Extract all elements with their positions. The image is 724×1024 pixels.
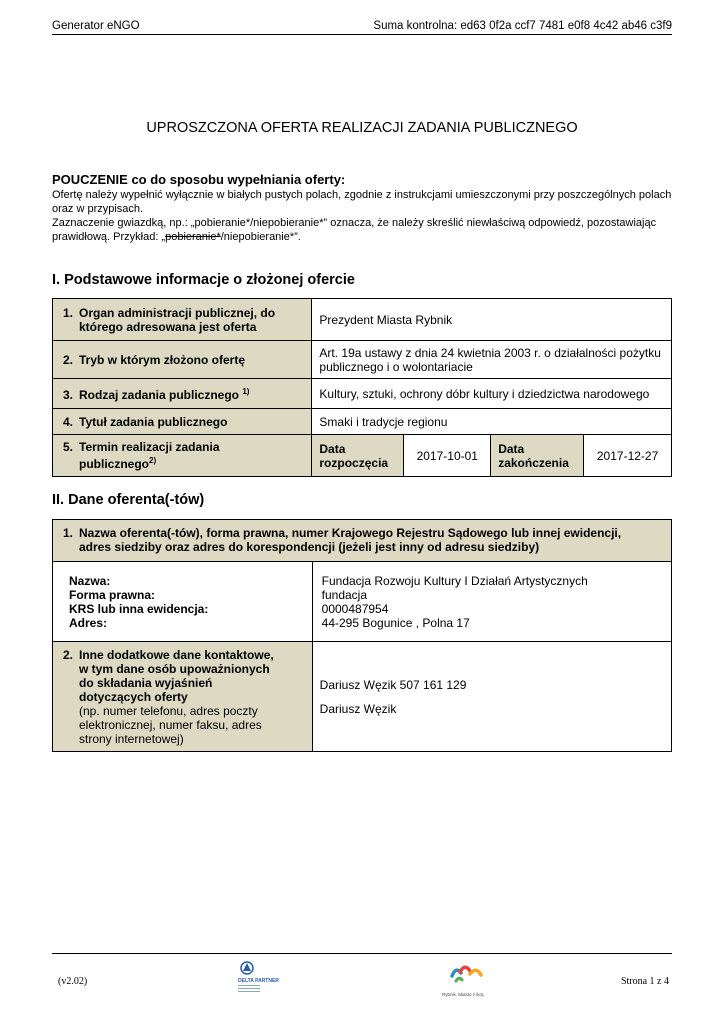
start-date-value: 2017-10-01	[404, 435, 491, 477]
row-label: 3. Rodzaj zadania publicznego $^{1)}$	[53, 379, 312, 409]
header-divider	[52, 34, 672, 35]
start-date-label: Data rozpoczęcia	[312, 435, 404, 477]
section-2-title: II. Dane oferenta(-tów)	[52, 492, 205, 508]
svg-text:DELTA PARTNER: DELTA PARTNER	[238, 978, 279, 984]
version-label: (v2.02)	[58, 976, 88, 987]
mode-value: Art. 19a ustawy z dnia 24 kwietnia 2003 r. o działalności pożytku publicznego i o wolontariacie	[312, 341, 672, 379]
applicant-header: 1. Nazwa oferenta(-tów), forma prawna, numer Krajowego Rejestru Sądowego lub innej ewidencji, adres siedziby oraz adres do korespondencji (jeżeli jest inny od adresu siedziby)	[53, 520, 672, 562]
applicant-labels: Nazwa: Forma prawna: KRS lub inna ewidencja: Adres:	[53, 562, 313, 642]
task-type-value: Kultury, sztuki, ochrony dóbr kultury i dziedzictwa narodowego	[312, 379, 672, 409]
footer-divider	[52, 953, 672, 954]
end-date-label: Data zakończenia	[491, 435, 584, 477]
generator-name: Generator eNGO	[52, 20, 140, 32]
struck-example: pobieranie*	[165, 231, 221, 243]
section-1-title: I. Podstawowe informacje o złożonej ofercie	[52, 272, 355, 288]
table-row	[53, 642, 672, 752]
table-row	[53, 520, 672, 562]
organ-value: Prezydent Miasta Rybnik	[312, 299, 672, 341]
table-row	[53, 341, 672, 379]
page-number: Strona 1 z 4	[620, 976, 669, 987]
page-header	[52, 20, 672, 34]
table-row	[53, 299, 672, 341]
table-row	[53, 409, 672, 435]
instructions-heading: POUCZENIE co do sposobu wypełniania oferty:	[52, 172, 346, 187]
instructions-line1: Ofertę należy wypełnić wyłącznie w białych pustych polach, zgodnie z instrukcjami umieszczonymi przy poszczególnych polach oraz w przypisach.	[52, 189, 672, 215]
task-title-value: Smaki i tradycje regionu	[312, 409, 672, 435]
row-label: 4. Tytuł zadania publicznego	[53, 409, 312, 435]
svg-text:Rybnik. Miasto z ikrą: Rybnik. Miasto z ikrą	[442, 992, 484, 997]
instructions-line2: Zaznaczenie gwiazdką, np.: „pobieranie*/niepobieranie*” oznacza, że należy skreślić niewłaściwą odpowiedź, pozostawiając prawidłową. Przykład: „pobieranie*/niepobieranie*”.	[52, 217, 657, 243]
document-title: UPROSZCZONA OFERTA REALIZACJI ZADANIA PUBLICZNEGO	[146, 120, 578, 136]
applicant-values: Fundacja Rozwoju Kultury I Działań Artystycznych fundacja 0000487954 44-295 Bogunice , Polna 17	[312, 562, 671, 642]
contact-values: Dariusz Węzik 507 161 129 Dariusz Węzik	[312, 642, 671, 752]
basic-info-table	[52, 298, 672, 477]
end-date-value: 2017-12-27	[584, 435, 672, 477]
row-label: 1. Organ administracji publicznej, do którego adresowana jest oferta	[53, 299, 312, 341]
row-label: 5. Termin realizacji zadania publicznego$^{2)}$	[53, 435, 312, 477]
table-row	[53, 379, 672, 409]
contact-label: 2. Inne dodatkowe dane kontaktowe, w tym dane osób upoważnionych do składania wyjaśnień dotyczących oferty (np. numer telefonu, adres poczty elektronicznej, numer faksu, adres strony internetowej)	[53, 642, 313, 752]
applicant-table	[52, 519, 672, 752]
table-row	[53, 435, 672, 477]
row-label: 2. Tryb w którym złożono ofertę	[53, 341, 312, 379]
checksum: Suma kontrolna: ed63 0f2a ccf7 7481 e0f8 4c42 ab46 c3f9	[373, 20, 672, 32]
delta-partner-logo	[233, 960, 279, 1000]
table-row	[53, 562, 672, 642]
instructions	[52, 172, 672, 244]
rybnik-logo	[440, 960, 490, 1000]
